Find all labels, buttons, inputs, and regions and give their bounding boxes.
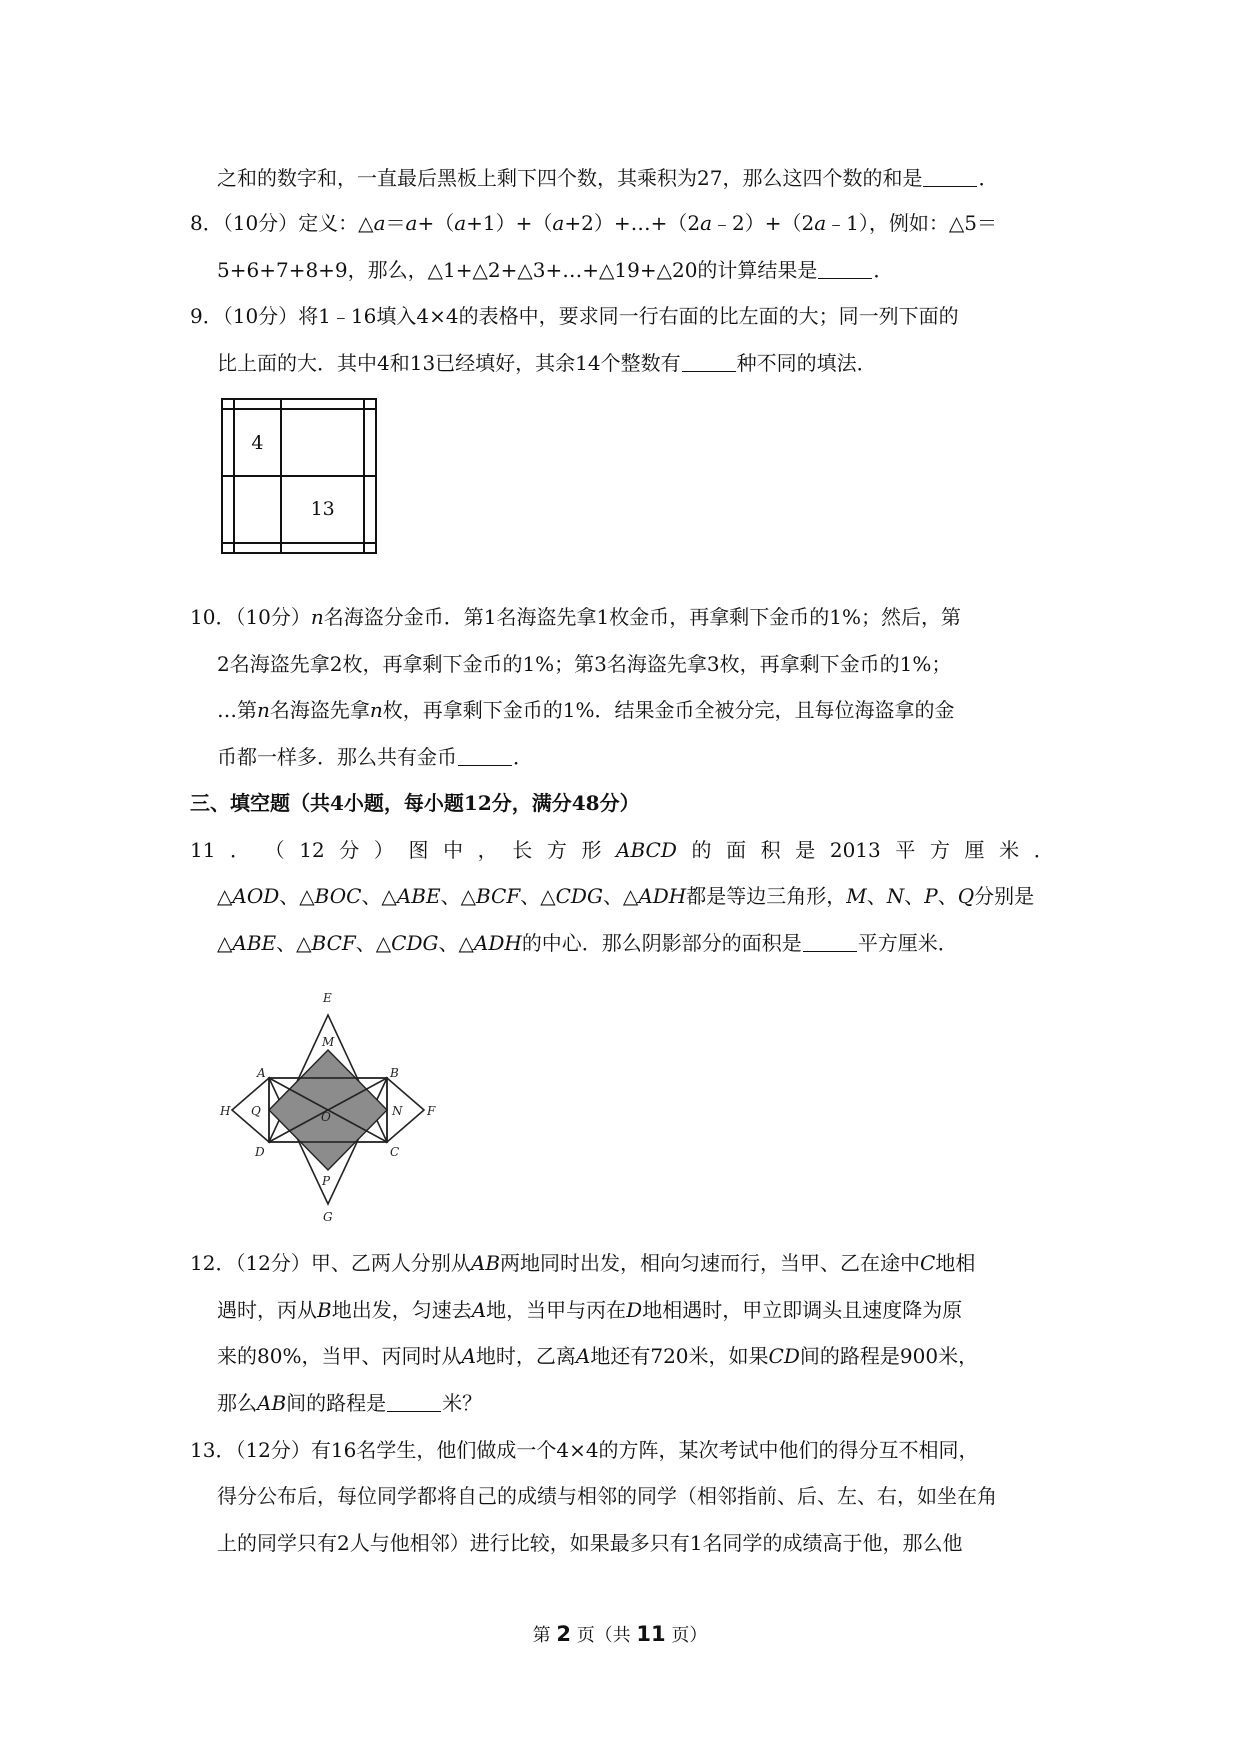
label-h: H [220, 1104, 231, 1118]
label-o: O [321, 1110, 331, 1124]
q11-geometry-figure [218, 980, 438, 1230]
grid-cell [234, 476, 281, 543]
number-grid-4x4 [221, 398, 377, 554]
section-title: 三、填空题（共4小题，每小题12分，满分48分） [190, 791, 640, 815]
label-g: G [323, 1210, 333, 1224]
q12-line1: 12．（12分）甲、乙两人分别从AB两地同时出发，相向匀速而行，当甲、乙在途中C地相 [190, 1251, 976, 1275]
question-score: （12分） [235, 1251, 311, 1275]
label-c: C [390, 1145, 400, 1159]
grid-cell [234, 543, 281, 553]
q13-line1: 13．（12分）有16名学生，他们做成一个4×4的方阵，某次考试中他们的得分互不相同， [190, 1438, 979, 1462]
grid-cell [281, 409, 364, 476]
grid-cell [222, 476, 234, 543]
label-e: E [323, 991, 332, 1005]
q10-line2: 2名海盗先拿2枚，再拿剩下金币的1%；第3名海盗先拿3枚，再拿剩下金币的1%； [217, 652, 952, 676]
question-number: 10． [190, 605, 236, 629]
grid-cell [222, 409, 234, 476]
grid-cell [281, 399, 364, 409]
label-p: P [322, 1174, 331, 1188]
q12-line3: 来的80%，当甲、丙同时从A地时，乙离A地还有720米，如果CD间的路程是900米， [217, 1344, 979, 1368]
q13-line2: 得分公布后，每位同学都将自己的成绩与相邻的同学（相邻指前、后、左、右，如坐在角 [217, 1484, 997, 1508]
grid-cell [364, 476, 376, 543]
label-f: F [427, 1104, 436, 1118]
answer-blank [682, 353, 736, 372]
q10-line4: 币都一样多．那么共有金币 ． [217, 745, 533, 769]
label-m: M [322, 1035, 335, 1049]
q13-line3: 上的同学只有2人与他相邻）进行比较，如果最多只有1名同学的成绩高于他，那么他 [217, 1531, 963, 1555]
q9-line1: 9．（10分）将1﹣16填入4×4的表格中，要求同一行右面的比左面的大；同一列下面的 [190, 304, 959, 328]
answer-blank [803, 933, 857, 952]
answer-blank [387, 1393, 441, 1412]
label-n: N [392, 1104, 403, 1118]
question-score: （10分） [222, 304, 299, 328]
question-number: 9． [190, 304, 223, 328]
q8-line2: 5+6+7+8+9，那么，△1+△2+△3+…+△19+△20的计算结果是 ． [217, 258, 894, 282]
grid-cell [222, 399, 234, 409]
grid-cell [364, 409, 376, 476]
grid-cell [222, 543, 234, 553]
answer-blank [458, 747, 512, 766]
grid-cell [234, 399, 281, 409]
answer-blank [818, 260, 872, 279]
label-a: A [257, 1066, 266, 1080]
q11-line1: 11 ． （ 12 分 ） 图 中 ， 长 方 形 ABCD 的 面 积 是 2013 平 方 厘 米 ． [190, 838, 1054, 862]
grid-cell [281, 543, 364, 553]
answer-blank [923, 168, 977, 187]
question-score: （10分） [235, 605, 311, 629]
question-score: （12分） [235, 1438, 311, 1462]
grid-cell-4: 4 [234, 409, 281, 476]
question-number: 8． [190, 211, 223, 235]
label-d: D [255, 1145, 265, 1159]
question-number: 12． [190, 1251, 236, 1275]
question-score: （10分） [222, 211, 299, 235]
q11-line2: △AOD、△BOC、△ABE、△BCF、△CDG、△ADH都是等边三角形，M、N、P、Q分别是 [217, 884, 1035, 908]
question-number: 13． [190, 1438, 236, 1462]
q10-line3: …第n名海盗先拿n枚，再拿剩下金币的1%．结果金币全被分完，且每位海盗拿的金 [217, 698, 955, 722]
q7-line-end: 之和的数字和，一直最后黑板上剩下四个数，其乘积为27，那么这四个数的和是 ． [217, 166, 999, 190]
label-q: Q [251, 1104, 261, 1118]
q11-line3: △ABE、△BCF、△CDG、△ADH的中心．那么阴影部分的面积是 平方厘米． [217, 931, 958, 955]
q10-line1: 10．（10分）n名海盗分金币．第1名海盗先拿1枚金币，再拿剩下金币的1%；然后，第 [190, 605, 961, 629]
grid-cell [364, 543, 376, 553]
q12-line4: 那么AB间的路程是 米？ [217, 1391, 483, 1415]
q9-line2: 比上面的大．其中4和13已经填好，其余14个整数有 种不同的填法． [217, 351, 877, 375]
label-b: B [390, 1066, 399, 1080]
total-page-number: 11 [636, 1622, 666, 1646]
q8-line1: 8．（10分）定义：△a＝a+（a+1）+（a+2）+…+（2a﹣2）+（2a﹣1），例如：△5＝ [190, 211, 998, 235]
page-footer: 第 2 页（共 11 页） [532, 1622, 708, 1646]
q12-line2: 遇时，丙从B地出发，匀速去A地，当甲与丙在D地相遇时，甲立即调头且速度降为原 [217, 1298, 963, 1322]
grid-cell [364, 399, 376, 409]
grid-cell-13: 13 [281, 476, 364, 543]
current-page-number: 2 [556, 1622, 571, 1646]
